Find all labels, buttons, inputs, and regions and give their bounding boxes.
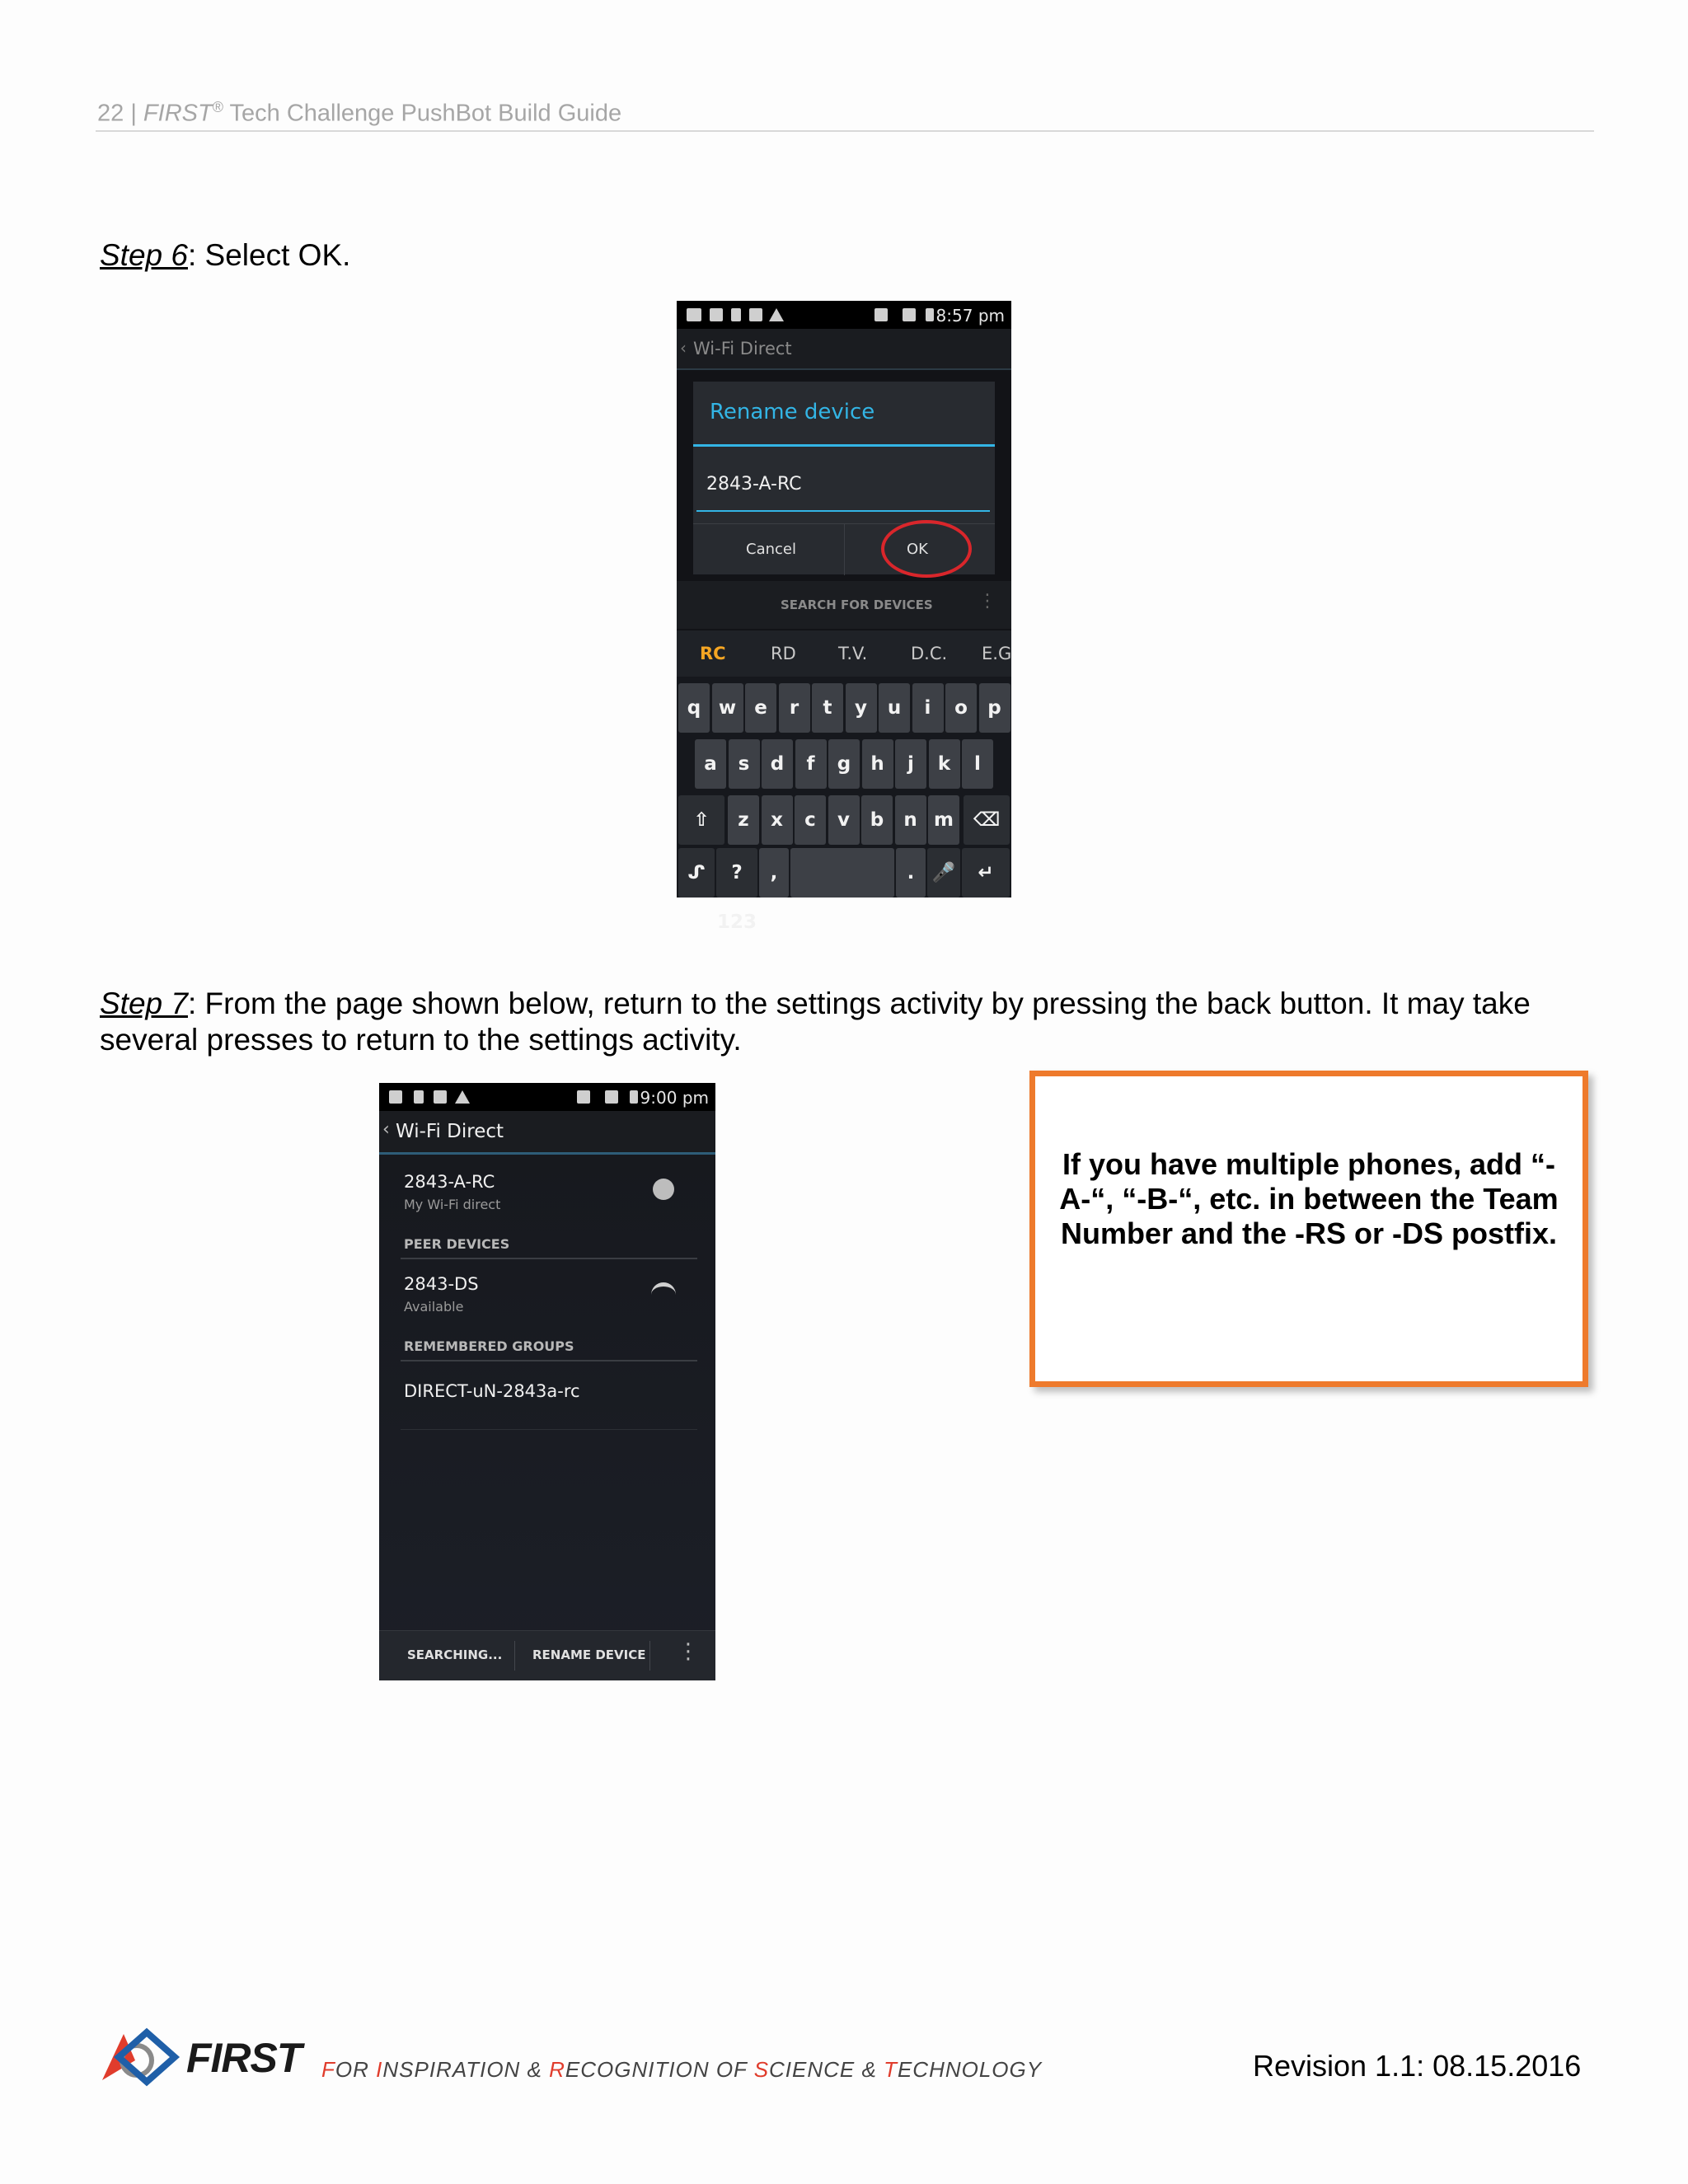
keyboard-key[interactable]: j <box>895 739 926 789</box>
rename-device-button[interactable]: RENAME DEVICE <box>532 1647 646 1662</box>
header-divider <box>96 130 1594 132</box>
keyboard-key[interactable]: t <box>812 683 843 733</box>
keyboard-key[interactable]: y <box>846 683 877 733</box>
cancel-label: Cancel <box>746 541 796 558</box>
action-bar-title: Wi-Fi Direct <box>396 1121 504 1142</box>
action-bar <box>677 329 1011 370</box>
status-time: 9:00 pm <box>640 1088 709 1108</box>
step-7-label: Step 7 <box>100 987 188 1020</box>
keyboard-key[interactable]: p <box>979 683 1010 733</box>
action-bar-title: Wi-Fi Direct <box>693 339 792 359</box>
peer-device-status: Available <box>404 1299 464 1315</box>
space-key[interactable] <box>790 848 894 898</box>
keyboard-key[interactable]: g <box>828 739 860 789</box>
warning-icon <box>769 308 784 321</box>
keyboard-key[interactable]: u <box>879 683 910 733</box>
status-bar <box>379 1083 715 1111</box>
peer-device-row[interactable] <box>404 1274 692 1324</box>
keyboard-key[interactable]: h <box>862 739 893 789</box>
dialog-title-divider <box>693 444 995 447</box>
cancel-button[interactable] <box>693 523 845 575</box>
enter-key[interactable]: ↵ <box>962 848 1010 898</box>
airplane-icon <box>605 1090 618 1104</box>
keyboard-key[interactable]: s <box>729 739 760 789</box>
keyboard-key[interactable]: i <box>912 683 944 733</box>
first-logo-text: FIRST <box>186 2035 302 2081</box>
warning-icon <box>455 1090 470 1104</box>
header-brand: FIRST <box>143 100 213 127</box>
comma-key[interactable]: , <box>759 848 789 898</box>
suggestion-strip <box>677 630 1011 677</box>
section-divider <box>401 1360 697 1361</box>
keyboard-key[interactable]: a <box>695 739 726 789</box>
device-name-input[interactable] <box>696 461 990 512</box>
keyboard-key[interactable]: c <box>795 795 826 845</box>
list-divider <box>401 1429 697 1430</box>
first-logo-mark-icon <box>99 2027 181 2085</box>
usb-icon <box>687 308 701 321</box>
suggestion-item[interactable]: RC <box>700 644 726 663</box>
keyboard-key[interactable]: k <box>929 739 960 789</box>
footer-tagline: FOR INSPIRATION & RECOGNITION OF SCIENCE & TECHNOLOGY <box>321 2057 1043 2082</box>
ok-label: OK <box>907 541 928 558</box>
phone-screenshot-rename <box>677 301 1012 933</box>
suggestion-item[interactable]: RD <box>771 644 796 663</box>
my-device-row[interactable] <box>404 1172 692 1221</box>
wifi-icon <box>710 308 723 321</box>
step-6-body: : Select OK. <box>187 238 351 272</box>
image-icon <box>434 1090 447 1104</box>
remembered-group-row[interactable] <box>404 1381 692 1414</box>
page-header <box>97 99 621 128</box>
keyboard-key[interactable]: x <box>762 795 793 845</box>
registered-mark: ® <box>212 99 223 115</box>
remembered-groups-header: REMEMBERED GROUPS <box>404 1338 574 1354</box>
keyboard-key[interactable]: l <box>962 739 993 789</box>
rename-dialog <box>693 382 995 574</box>
my-device-name: 2843-A-RC <box>404 1172 495 1192</box>
header-title: Tech Challenge PushBot Build Guide <box>229 100 622 127</box>
person-icon <box>653 1179 674 1200</box>
device-name-value: 2843-A-RC <box>706 474 802 494</box>
suggestion-item[interactable]: T.V. <box>838 644 868 663</box>
revision-text: Revision 1.1: 08.15.2016 <box>1253 2049 1582 2083</box>
peer-device-name: 2843-DS <box>404 1274 479 1294</box>
battery-icon <box>630 1090 638 1104</box>
dialog-title: Rename device <box>710 400 875 424</box>
first-logo <box>99 2027 313 2085</box>
keyboard-key[interactable]: q <box>678 683 710 733</box>
overflow-menu-icon[interactable]: ⋮ <box>678 1639 699 1664</box>
keyboard-key[interactable]: o <box>945 683 977 733</box>
back-chevron-icon[interactable]: ‹ <box>382 1119 390 1140</box>
phone-icon <box>731 308 741 321</box>
symbols-key[interactable]: ?123 <box>716 848 757 898</box>
keyboard-key[interactable]: v <box>828 795 860 845</box>
phone-icon <box>414 1090 424 1104</box>
button-divider <box>514 1641 515 1671</box>
keyboard-key[interactable]: f <box>795 739 827 789</box>
section-divider <box>401 1258 697 1259</box>
page-number: 22 | <box>97 100 137 127</box>
image-icon <box>749 308 762 321</box>
peer-devices-header: PEER DEVICES <box>404 1236 510 1252</box>
bottom-action-bar <box>677 581 1011 629</box>
searching-button[interactable]: SEARCHING... <box>407 1647 503 1662</box>
multiple-phones-callout <box>1029 1071 1588 1387</box>
battery-icon <box>926 308 934 321</box>
shift-key[interactable]: ⇧ <box>678 795 724 845</box>
wifi-icon <box>389 1090 402 1104</box>
phone-screenshot-wifi-direct <box>379 1083 715 1680</box>
my-device-subtitle: My Wi-Fi direct <box>404 1197 501 1212</box>
period-key[interactable]: . <box>896 848 926 898</box>
suggestion-item[interactable]: E.G <box>982 644 1012 663</box>
step-7-body: : From the page shown below, return to the settings activity by pressing the back button. It may take several presses to return to the settings activity. <box>100 987 1531 1057</box>
keyboard-key[interactable]: d <box>762 739 793 789</box>
backspace-key[interactable]: ⌫ <box>964 795 1010 845</box>
search-devices-button[interactable]: SEARCH FOR DEVICES <box>781 598 933 612</box>
soft-keyboard <box>677 630 1012 933</box>
keyboard-key[interactable]: n <box>895 795 926 845</box>
keyboard-key[interactable]: m <box>928 795 959 845</box>
keyboard-key[interactable]: b <box>861 795 893 845</box>
back-chevron-icon[interactable]: ‹ <box>680 338 687 358</box>
swype-key[interactable]: ᔑ <box>678 848 715 898</box>
status-bar <box>677 301 1011 329</box>
button-divider <box>649 1641 650 1671</box>
keyboard-key[interactable]: w <box>712 683 743 733</box>
step-6-label: Step 6 <box>100 238 188 272</box>
suggestion-item[interactable]: D.C. <box>911 644 948 663</box>
mute-icon <box>874 308 888 321</box>
step-7-text <box>100 986 1600 1058</box>
keyboard-key[interactable]: r <box>779 683 810 733</box>
microphone-key[interactable]: 🎤 <box>927 848 960 898</box>
keyboard-key[interactable]: e <box>745 683 776 733</box>
action-bar <box>379 1111 715 1155</box>
overflow-menu-icon[interactable]: ⋮ <box>978 591 996 612</box>
status-time: 8:57 pm <box>935 306 1005 326</box>
callout-text: If you have multiple phones, add “-A-“, “-B-“, etc. in between the Team Number and the -RS or -DS postfix. <box>1059 1147 1559 1250</box>
ok-highlight-circle <box>881 520 972 578</box>
keyboard-key[interactable]: z <box>728 795 759 845</box>
mute-icon <box>577 1090 590 1104</box>
wifi-signal-icon <box>651 1282 676 1301</box>
bottom-action-bar <box>379 1630 715 1680</box>
remembered-group-name: DIRECT-uN-2843a-rc <box>404 1381 580 1401</box>
step-6-text <box>100 237 350 274</box>
airplane-icon <box>903 308 916 321</box>
